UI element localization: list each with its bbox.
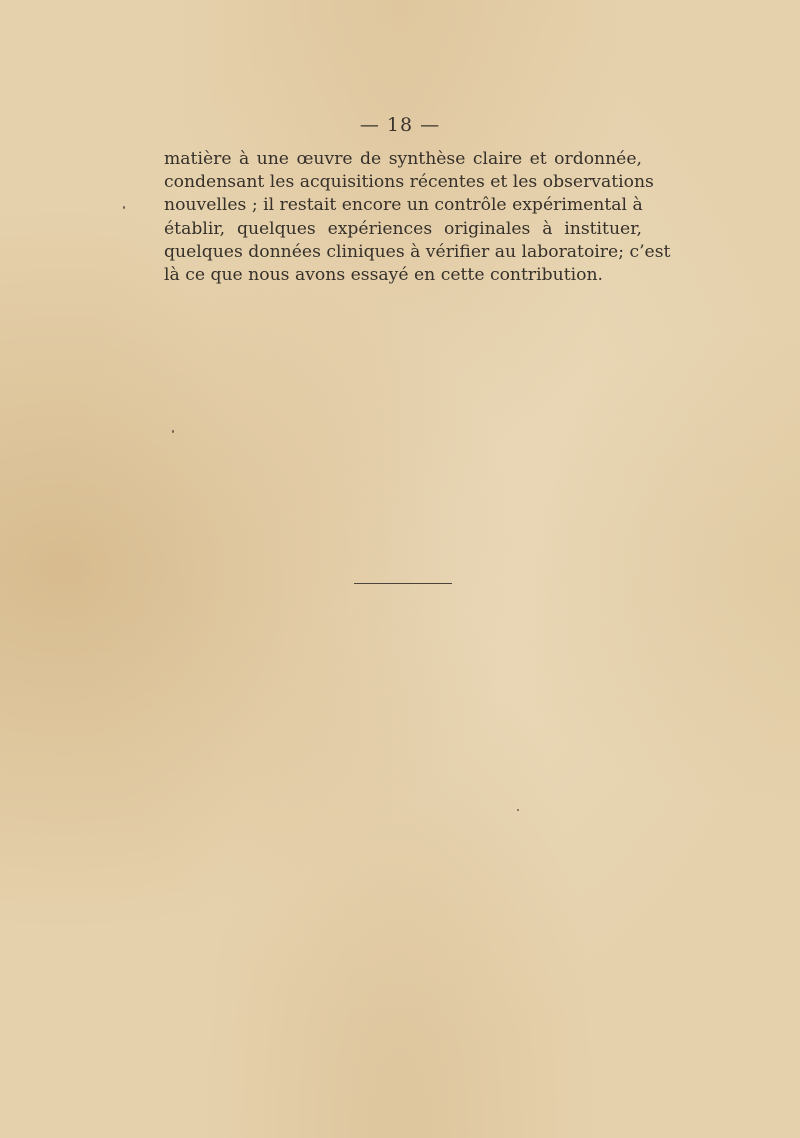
body-paragraph: [164, 148, 671, 287]
paper-speck: [172, 430, 174, 433]
paragraph-line: nouvelles ; il restait encore un contrôle expérimental à: [164, 195, 643, 216]
paragraph-line: établir, quelques expériences originales à instituer,: [164, 218, 642, 239]
paragraph-line: matière à une œuvre de synthèse claire et ordonnée,: [164, 149, 642, 169]
paper-speck: [123, 206, 125, 209]
paragraph-line: là ce que nous avons essayé en cette contribution.: [164, 265, 603, 286]
paper-speck: [517, 809, 519, 811]
paragraph-line: condensant les acquisitions récentes et les observations: [164, 172, 654, 193]
paragraph-line: quelques données cliniques à vérifier au laboratoire; c’est: [164, 241, 671, 262]
page-number: — 18 —: [359, 114, 441, 136]
section-divider-rule: [354, 583, 452, 584]
